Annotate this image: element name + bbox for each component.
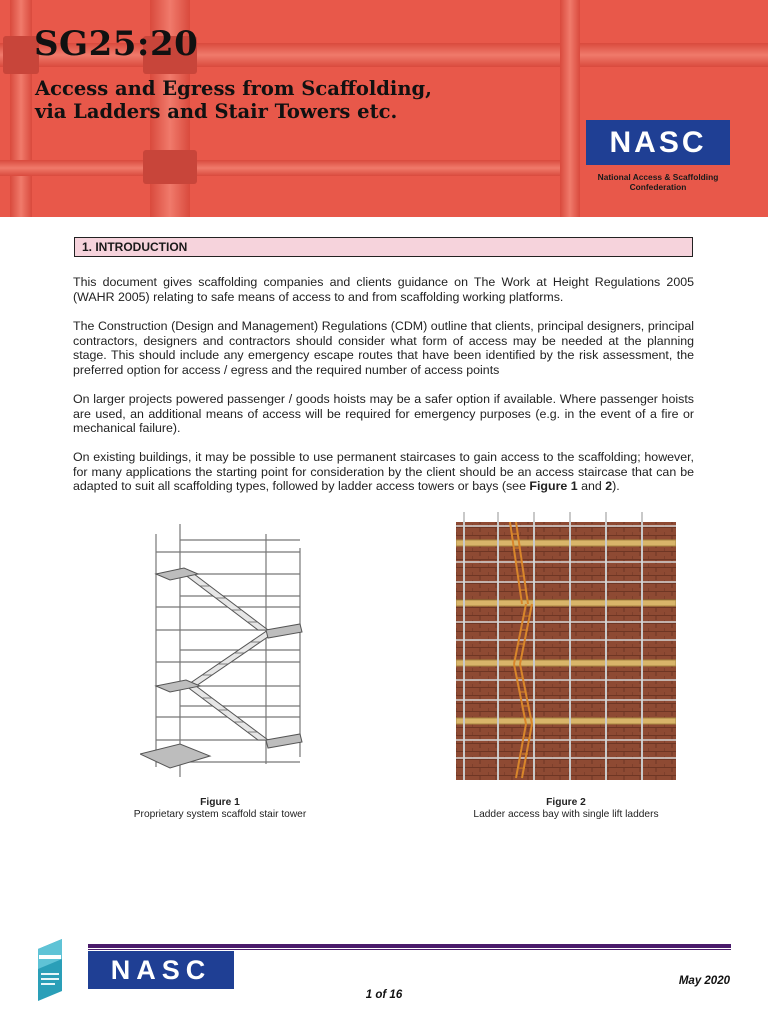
scaffold-pipe-right xyxy=(560,0,580,217)
nasc-subtitle-line-2: Confederation xyxy=(629,182,687,192)
ladder-access-bay-illustration xyxy=(456,512,676,792)
figure-2-caption-text: Ladder access bay with single lift ladders xyxy=(473,809,659,820)
paragraph-2: The Construction (Design and Management) Regulations (CDM) outline that clients, principal designers, principal contractors, designers and contractors should consider what form of access may be needed at the planning stage. This should include any emergency escape routes that have been identified by the risk assessment, the preferred option for access / egress and the required number of access points xyxy=(73,319,694,377)
paragraph-4-text: On existing buildings, it may be possible to use permanent staircases to gain access to the scaffolding; however, for many applications the starting point for consideration by the client should be an access staircase that can be adapted to suit all scaffolding types, followed by ladder access towers or bays (see xyxy=(73,450,694,493)
figure-2-caption xyxy=(452,797,680,821)
title-line-1: Access and Egress from Scaffolding, xyxy=(35,77,432,100)
footer-rule xyxy=(88,944,731,948)
nasc-logo-subtitle xyxy=(583,172,733,192)
footer-nasc-logo xyxy=(88,951,234,989)
figure-1-caption-text: Proprietary system scaffold stair tower xyxy=(133,809,307,820)
footer-date: May 2020 xyxy=(678,975,730,987)
stair-tower-illustration xyxy=(140,512,312,790)
paragraph-4-end: ). xyxy=(612,479,620,493)
nasc-logo xyxy=(586,120,730,165)
paragraph-1: This document gives scaffolding companies and clients guidance on The Work at Height Regulations 2005 (WAHR 2005) relating to safe means of access to and from scaffolding working platforms. xyxy=(73,275,694,304)
paragraph-3: On larger projects powered passenger / goods hoists may be a safer option if available. Where passenger hoists are used, an additional means of access will be required for emergency purposes (e.g. in the event of a fire or mechanical failure). xyxy=(73,392,694,435)
scaffold-pipe-left xyxy=(10,0,32,217)
figure-1-reference: Figure 1 xyxy=(529,479,578,493)
paragraph-4-and: and xyxy=(577,479,606,493)
paragraph-4 xyxy=(73,450,694,494)
nasc-subtitle-line-1: National Access & Scaffolding xyxy=(597,172,719,182)
figure-2-image xyxy=(456,512,676,792)
scaffold-pipe-lower xyxy=(0,160,560,176)
document-code: SG25:20 xyxy=(34,24,199,64)
figure-2-reference: 2 xyxy=(605,479,613,493)
title-line-2: via Ladders and Stair Towers etc. xyxy=(35,100,398,123)
nasc-logo-text: NASC xyxy=(609,125,707,159)
figure-1-image xyxy=(140,512,312,790)
section-heading: 1. INTRODUCTION xyxy=(74,237,693,257)
figure-1-caption xyxy=(110,797,330,821)
footer-nasc-logo-text: NASC xyxy=(110,954,212,985)
footer-rule-thin xyxy=(88,949,731,950)
scaffold-clamp xyxy=(143,150,197,184)
figure-2-number: Figure 2 xyxy=(546,797,586,808)
page-number: 1 of 16 xyxy=(365,989,403,1001)
figure-1-number: Figure 1 xyxy=(200,797,240,808)
document-title xyxy=(35,77,432,123)
